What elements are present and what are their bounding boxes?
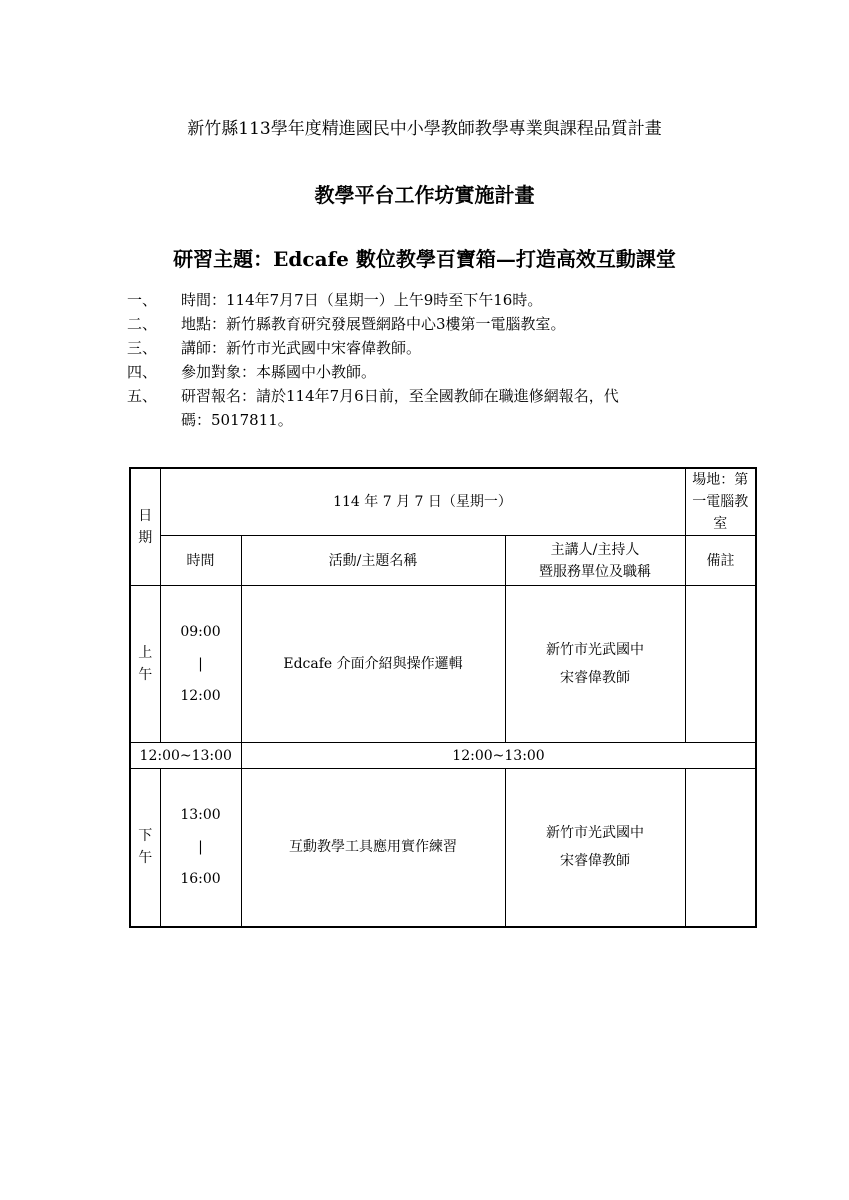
morning-activity: Edcafe 介面介紹與操作邏輯 bbox=[241, 586, 505, 743]
item-text: 時間：114年7月7日（星期一）上午9時至下午16時。 bbox=[181, 291, 543, 309]
item-text: 地點：新竹縣教育研究發展暨網路中心3樓第一電腦教室。 bbox=[181, 315, 566, 333]
item-number: 一、 bbox=[127, 291, 158, 309]
lunch-time: 12:00~13:00 bbox=[130, 743, 241, 769]
afternoon-activity: 互動教學工具應用實作練習 bbox=[241, 769, 505, 927]
plan-items bbox=[127, 288, 727, 432]
item-number: 五、 bbox=[127, 387, 158, 405]
morning-note bbox=[685, 586, 756, 743]
plan-item-speaker bbox=[127, 336, 727, 360]
document-title: 教學平台工作坊實施計畫 bbox=[314, 183, 535, 207]
schedule-table bbox=[129, 467, 757, 928]
schedule-header-row bbox=[130, 536, 756, 586]
afternoon-speaker: 新竹市光武國中 宋睿偉教師 bbox=[505, 769, 685, 927]
schedule-venue: 場地：第一電腦教室 bbox=[685, 468, 756, 536]
plan-item-location bbox=[127, 312, 727, 336]
header-speaker: 主講人/主持人 暨服務單位及職稱 bbox=[505, 536, 685, 586]
schedule-date: 114 年 7 月 7 日（星期一） bbox=[160, 468, 685, 536]
morning-period: 上 午 bbox=[130, 586, 160, 743]
schedule-date-row bbox=[130, 468, 756, 536]
header-note: 備註 bbox=[685, 536, 756, 586]
plan-item-time bbox=[127, 288, 727, 312]
morning-speaker: 新竹市光武國中 宋睿偉教師 bbox=[505, 586, 685, 743]
morning-time: 09:00 | 12:00 bbox=[160, 586, 241, 743]
item-number: 四、 bbox=[127, 363, 158, 381]
afternoon-period: 下 午 bbox=[130, 769, 160, 927]
item-number: 二、 bbox=[127, 315, 158, 333]
header-activity: 活動/主題名稱 bbox=[241, 536, 505, 586]
header-time: 時間 bbox=[160, 536, 241, 586]
schedule-lunch-row bbox=[130, 743, 756, 769]
plan-item-audience bbox=[127, 360, 727, 384]
date-label-cell: 日 期 bbox=[130, 468, 160, 586]
afternoon-note bbox=[685, 769, 756, 927]
plan-item-registration bbox=[127, 384, 727, 432]
afternoon-time: 13:00 | 16:00 bbox=[160, 769, 241, 927]
item-text: 講師：新竹市光武國中宋睿偉教師。 bbox=[181, 339, 422, 357]
document-header: 新竹縣113學年度精進國民中小學教師教學專業與課程品質計畫 bbox=[187, 119, 662, 139]
item-text: 參加對象：本縣國中小教師。 bbox=[181, 363, 377, 381]
schedule-morning-row bbox=[130, 586, 756, 743]
schedule-afternoon-row bbox=[130, 769, 756, 927]
workshop-topic: 研習主題：Edcafe 數位教學百寶箱—打造高效互動課堂 bbox=[173, 247, 676, 271]
lunch-activity: 12:00~13:00 bbox=[241, 743, 756, 769]
item-text: 研習報名：請於114年7月6日前，至全國教師在職進修網報名，代 碼：5017811。 bbox=[181, 387, 619, 429]
item-number: 三、 bbox=[127, 339, 158, 357]
